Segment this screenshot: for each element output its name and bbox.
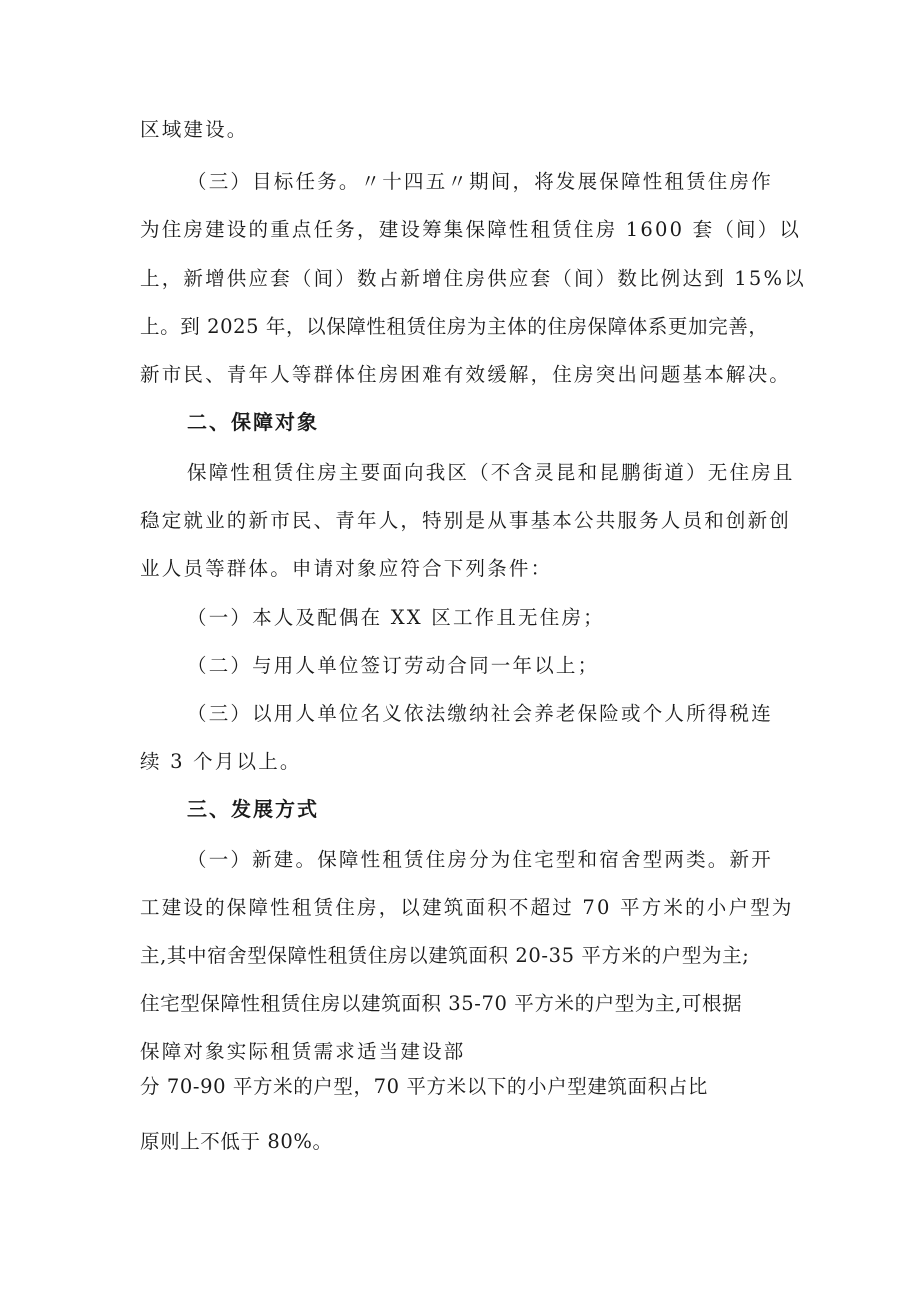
paragraph-line: 保障性租赁住房主要面向我区（不含灵昆和昆鹏街道）无住房且 — [187, 461, 795, 484]
list-item: （二）与用人单位签订劳动合同一年以上； — [187, 654, 600, 677]
list-item: （一）本人及配偶在 XX 区工作且无住房； — [187, 606, 605, 629]
paragraph-line: 分 70-90 平方米的户型，70 平方米以下的小户型建筑面积占比 — [140, 1075, 708, 1098]
paragraph-line: （一）新建。保障性租赁住房分为住宅型和宿舍型两类。新开 — [187, 848, 773, 871]
paragraph-line: 续 3 个月以上。 — [140, 750, 302, 773]
paragraph-line: 保障对象实际租赁需求适当建设部 — [140, 1040, 466, 1063]
paragraph-line: 为住房建设的重点任务，建设筹集保障性租赁住房 1600 套（间）以 — [140, 218, 802, 241]
paragraph-line: 区域建设。 — [140, 118, 249, 141]
paragraph-line: 住宅型保障性租赁住房以建筑面积 35-70 平方米的户型为主,可根据 — [140, 992, 743, 1015]
paragraph-line: 主,其中宿舍型保障性租赁住房以建筑面积 20-35 平方米的户型为主; — [140, 944, 750, 967]
list-item: （三）以用人单位名义依法缴纳社会养老保险或个人所得税连 — [187, 702, 773, 725]
paragraph-line: 上。到 2025 年，以保障性租赁住房为主体的住房保障体系更加完善， — [140, 315, 769, 338]
paragraph-line: 原则上不低于 80%。 — [140, 1130, 333, 1153]
paragraph-line: （三）目标任务。〃十四五〃期间，将发展保障性租赁住房作 — [187, 170, 773, 193]
section-heading: 三、发展方式 — [187, 797, 319, 821]
paragraph-line: 新市民、青年人等群体住房困难有效缓解，住房突出问题基本解决。 — [140, 363, 792, 386]
paragraph-line: 业人员等群体。申请对象应符合下列条件： — [140, 557, 553, 580]
paragraph-line: 稳定就业的新市民、青年人，特别是从事基本公共服务人员和创新创 — [140, 509, 792, 532]
paragraph-line: 上，新增供应套（间）数占新增住房供应套（间）数比例达到 15%以 — [140, 267, 806, 290]
section-heading: 二、保障对象 — [187, 410, 319, 434]
paragraph-line: 工建设的保障性租赁住房，以建筑面积不超过 70 平方米的小户型为 — [140, 896, 794, 919]
